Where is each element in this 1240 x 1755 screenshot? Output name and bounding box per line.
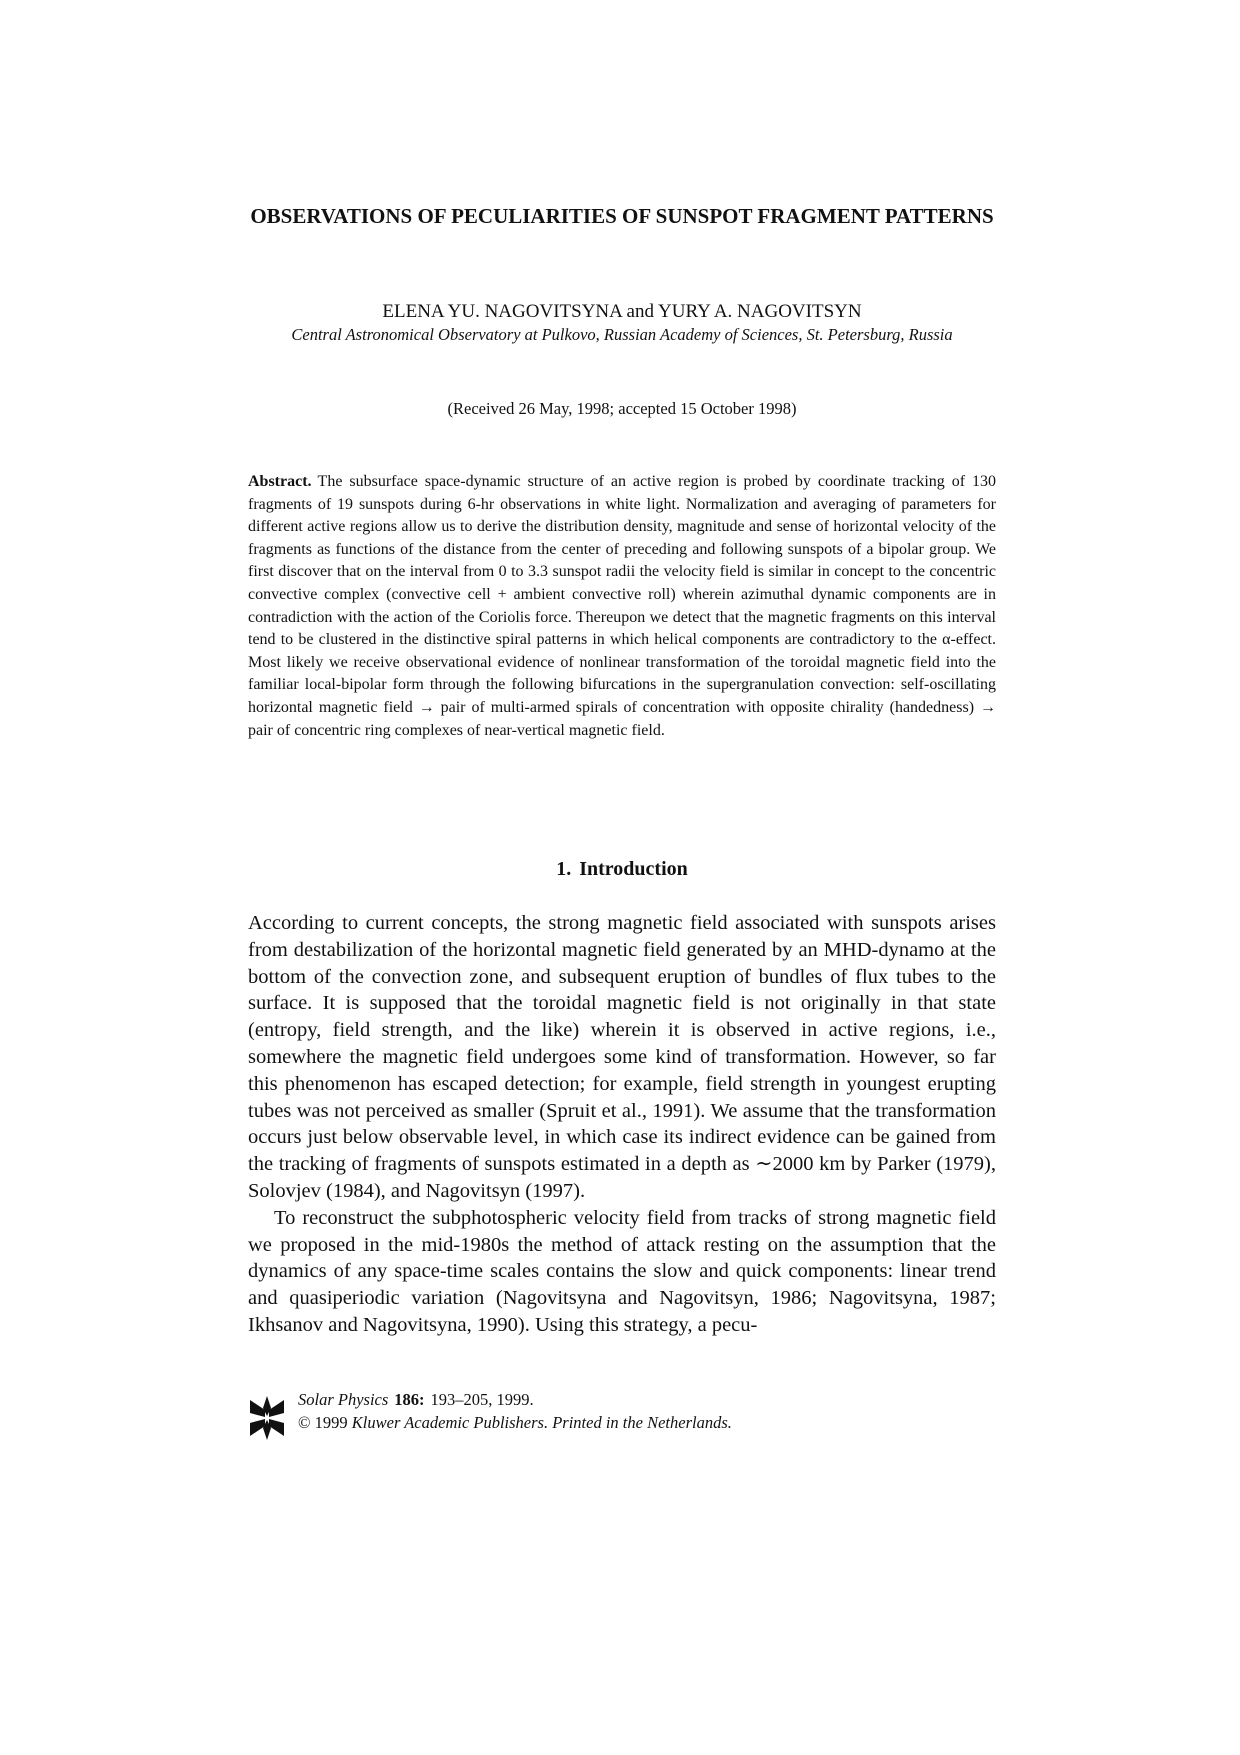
citation-line — [298, 1388, 732, 1411]
copyright-year: © 1999 — [298, 1413, 348, 1432]
author-list: ELENA YU. NAGOVITSYNA and YURY A. NAGOVITSYN — [382, 301, 862, 322]
journal-name: Solar Physics — [298, 1390, 389, 1409]
journal-footer — [248, 1388, 996, 1444]
kluwer-logo-icon — [248, 1396, 286, 1440]
journal-volume: 186: — [394, 1390, 425, 1409]
abstract — [248, 471, 996, 742]
section-heading — [248, 856, 996, 882]
publisher-name: Kluwer Academic Publishers. Printed in the Netherlands. — [351, 1413, 732, 1432]
section-number: 1. — [556, 858, 572, 880]
footer-lines — [298, 1388, 732, 1434]
paper-title: OBSERVATIONS OF PECULIARITIES OF SUNSPOT FRAGMENT PATTERNS — [250, 204, 994, 228]
paragraph-1: According to current concepts, the strong magnetic field associated with sunspots arises from destabilization of the horizontal magnetic field generated by an MHD-dynamo at the bottom of the convection zone, and subsequent eruption of bundles of flux tubes to the surface. It is supposed that the toroidal magnetic field is not originally in that state (entropy, field strength, and the like) wherein it is observed in active regions, i.e., somewhere the magnetic field undergoes some kind of transformation. However, so far this phenomenon has escaped detection; for example, field strength in youngest erupting tubes was not perceived as smaller (Spruit et al., 1991). We assume that the transformation occurs just below observable level, in which case its indirect evidence can be gained from the tracking of fragments of sunspots estimated in a depth as ∼2000 km by Parker (1979), Solovjev (1984), and Nagovitsyn (1997). — [248, 912, 996, 1202]
abstract-label: Abstract. — [248, 473, 312, 490]
received-dates: (Received 26 May, 1998; accepted 15 October 1998) — [447, 399, 797, 418]
copyright-line — [298, 1411, 732, 1434]
paragraph-2: To reconstruct the subphotospheric velocity field from tracks of strong magnetic field we proposed in the mid-1980s the method of attack resting on the assumption that the dynamics of any space-time scales contains the slow and quick components: linear trend and quasiperiodic variation (Nagovitsyna and Nagovitsyn, 1986; Nagovitsyna, 1987; Ikhsanov and Nagovitsyna, 1990). Using this strategy, a pecu- — [248, 1206, 996, 1336]
body-text — [248, 910, 996, 1339]
abstract-text: The subsurface space-dynamic structure of an active region is probed by coordinate tracking of 130 fragments of 19 sunspots during 6-hr observations in white light. Normalization and averaging of parameters for different active regions allow us to derive the distribution density, magnitude and sense of horizontal velocity of the fragments as functions of the distance from the center of preceding and following sunspots of a bipolar group. We first discover that on the interval from 0 to 3.3 sunspot radii the velocity field is similar in concept to the concentric convective complex (convective cell + ambient convective roll) wherein azimuthal dynamic components are in contradiction with the action of the Coriolis force. Thereupon we detect that the magnetic fragments on this interval tend to be clustered in the distinctive spiral patterns in which helical components are contradictory to the α-effect. Most likely we receive observational evidence of nonlinear transformation of the toroidal magnetic field into the familiar local-bipolar form through the following bifurcations in the supergranulation convection: self-oscillating horizontal magnetic field → pair of multi-armed spirals of concentration with opposite chirality (handedness) → pair of concentric ring complexes of near-vertical magnetic field. — [248, 473, 996, 739]
section-title: Introduction — [579, 858, 688, 880]
author-affiliation: Central Astronomical Observatory at Pulkovo, Russian Academy of Sciences, St. Petersburg, Russia — [291, 325, 953, 344]
journal-pages: 193–205, 1999. — [430, 1390, 534, 1409]
